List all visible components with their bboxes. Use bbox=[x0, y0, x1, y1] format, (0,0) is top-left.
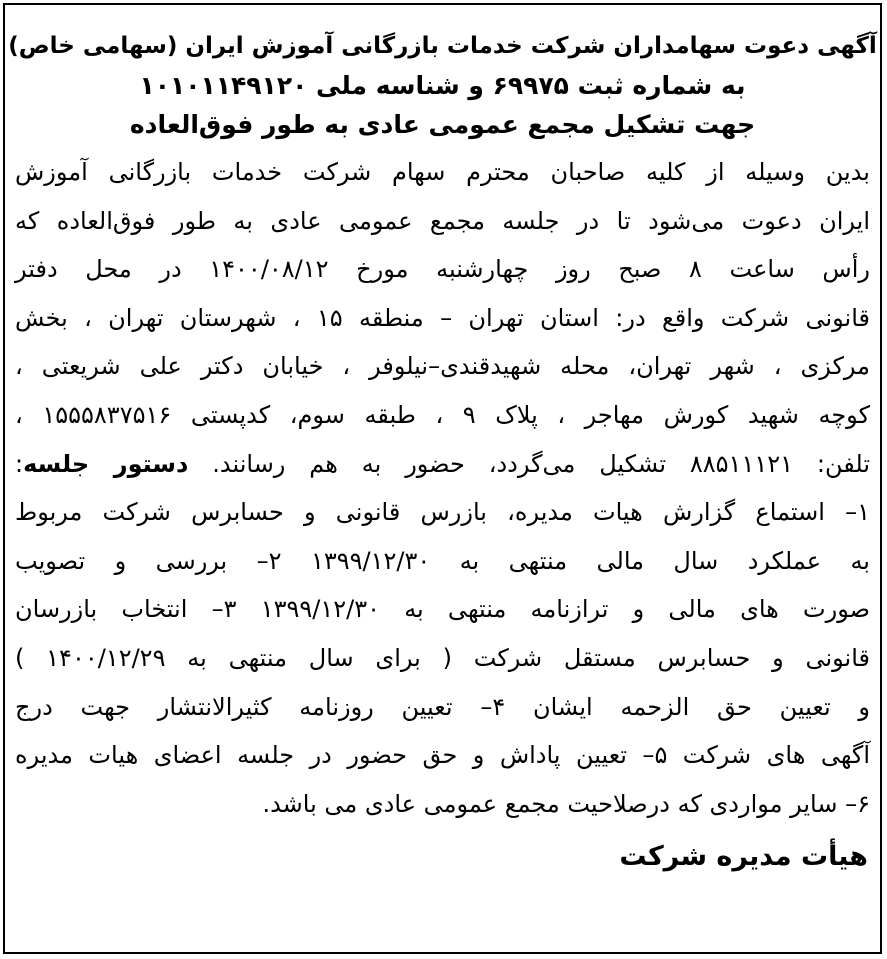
phone-text: تلفن: ۸۸۵۱۱۱۲۱ تشکیل می‌گردد، حضور به هم رسانند. bbox=[188, 449, 870, 478]
title-line-3: جهت تشکیل مجمع عمومی عادی به طور فوق‌العاده bbox=[129, 110, 756, 139]
agenda-item: به عملکرد سال مالی منتهی به ۱۳۹۹/۱۲/۳۰ ۲– بررسی و تصویب bbox=[15, 546, 870, 575]
agenda-item: ۱– استماع گزارش هیات مدیره، بازرس قانونی و حسابرس شرکت مربوط bbox=[15, 498, 870, 527]
title-line-1: آگهی دعوت سهامداران شرکت خدمات بازرگانی آموزش ایران (سهامی خاص) bbox=[8, 33, 877, 59]
agenda-item: آگهی های شرکت ۵– تعیین پاداش و حق حضور در جلسه اعضای هیات مدیره bbox=[15, 741, 870, 770]
agenda-item: ۶– سایر مواردی که درصلاحیت مجمع عمومی عادی می باشد. bbox=[262, 789, 870, 818]
notice-header bbox=[5, 27, 880, 144]
title-line-2: به شماره ثبت ۶۹۹۷۵ و شناسه ملی ۱۰۱۰۱۱۴۹۱۲۰ bbox=[139, 71, 746, 100]
notice-body bbox=[15, 148, 870, 828]
invitation-notice bbox=[3, 3, 882, 954]
body-line: ایران دعوت می‌شود تا در جلسه مجمع عمومی عادی به طور فوق‌العاده که bbox=[15, 206, 870, 235]
agenda-title: دستور جلسه bbox=[23, 449, 189, 478]
body-line-phone bbox=[15, 440, 870, 489]
body-line: بدین وسیله از کلیه صاحبان محترم سهام شرکت خدمات بازرگانی آموزش bbox=[15, 158, 870, 186]
body-line: رأس ساعت ۸ صبح روز چهارشنبه مورخ ۱۴۰۰/۰۸/۱۲ در محل دفتر bbox=[15, 255, 870, 284]
agenda-item: و تعیین حق الزحمه ایشان ۴– تعیین روزنامه کثیرالانتشار جهت درج bbox=[15, 692, 871, 721]
agenda-colon: : bbox=[15, 449, 24, 478]
body-line: مرکزی ، شهر تهران، محله شهیدقندی–نیلوفر ، خیابان دکتر علی شریعتی ، bbox=[15, 352, 870, 381]
body-line: قانونی شرکت واقع در: استان تهران – منطقه ۱۵ ، شهرستان تهران ، بخش bbox=[15, 303, 870, 332]
agenda-item: قانونی و حسابرس مستقل شرکت ( برای سال منتهی به ۱۴۰۰/۱۲/۲۹ ) bbox=[15, 643, 870, 672]
body-line: کوچه شهید کورش مهاجر ، پلاک ۹ ، طبقه سوم، کدپستی ۱۵۵۵۸۳۷۵۱۶ ، bbox=[15, 400, 871, 429]
agenda-item: صورت های مالی و ترازنامه منتهی به ۱۳۹۹/۱۲/۳۰ ۳– انتخاب بازرسان bbox=[15, 595, 870, 624]
signature: هیأت مدیره شرکت bbox=[619, 841, 868, 873]
